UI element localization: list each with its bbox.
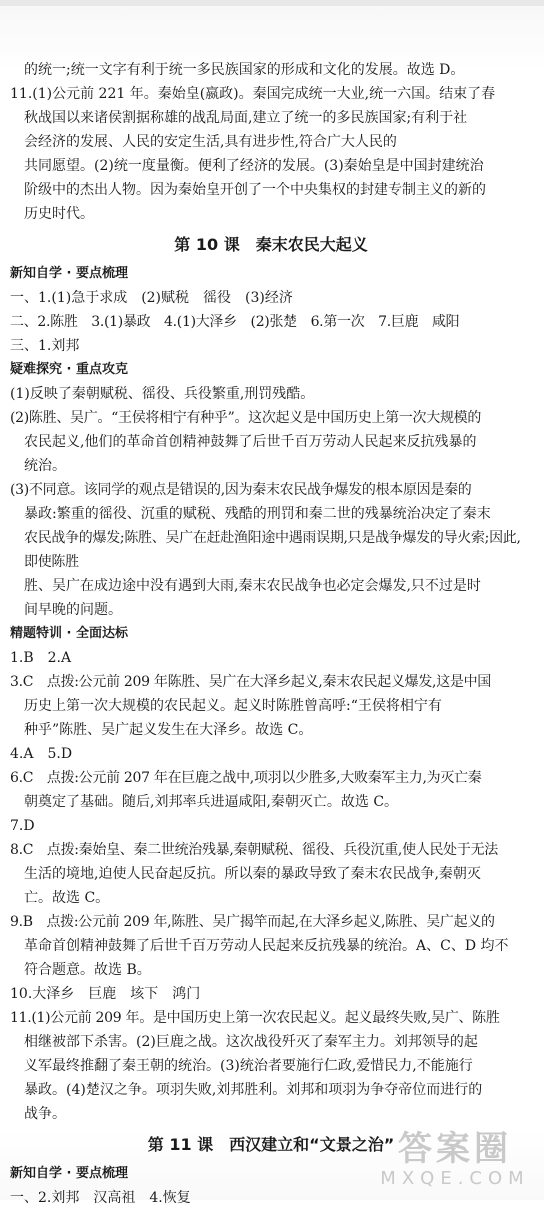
text-line: 间早晚的问题。 — [24, 602, 122, 618]
text-line: 统治。 — [24, 458, 66, 474]
text-line: 一、1.(1)急于求成 (2)赋税 徭役 (3)经济 — [10, 290, 293, 306]
section-heading: 新知自学 · 要点梳理 — [10, 1166, 128, 1181]
watermark-logo — [380, 1130, 530, 1192]
text-line: 历史时代。 — [24, 206, 94, 222]
text-line: 11.(1)公元前 209 年。是中国历史上第一次农民起义。起义最终失败,吴广、陈胜 — [10, 1010, 500, 1026]
text-line: 3.C 点拨:公元前 209 年陈胜、吴广在大泽乡起义,秦末农民起义爆发,这是中国 — [10, 674, 492, 690]
text-line: 符合题意。故选 B。 — [24, 962, 151, 978]
text-line: 秋战国以来诸侯割据称雄的战乱局面,建立了统一的多民族国家;有利于社 — [24, 110, 468, 126]
text-line: 朝奠定了基础。随后,刘邦率兵进逼咸阳,秦朝灭亡。故选 C。 — [24, 794, 399, 810]
text-line: 一、2.刘邦 汉高祖 4.恢复 — [10, 1190, 191, 1206]
text-line: 10.大泽乡 巨鹿 垓下 鸿门 — [10, 986, 201, 1002]
text-line: 8.C 点拨:秦始皇、秦二世统治残暴,秦朝赋税、徭役、兵役沉重,使人民处于无法 — [10, 842, 498, 858]
top-edge — [0, 0, 544, 6]
text-line: 的统一;统一文字有利于统一多民族国家的形成和文化的发展。故选 D。 — [24, 62, 465, 78]
text-line: 历史上第一次大规模的农民起义。起义时陈胜曾高呼:“王侯将相宁有 — [24, 698, 442, 714]
section-heading: 新知自学 · 要点梳理 — [10, 266, 128, 281]
text-line: 6.C 点拨:公元前 207 年在巨鹿之战中,项羽以少胜多,大败秦军主力,为灭亡秦 — [10, 770, 482, 786]
text-line: 会经济的发展、人民的安定生活,具有进步性,符合广大人民的 — [24, 134, 397, 150]
text-line: 1.B 2.A — [10, 650, 72, 666]
text-line: 亡。故选 C。 — [24, 890, 110, 906]
text-line: 战争。 — [24, 1106, 66, 1122]
text-line: 农民战争的爆发;陈胜、吴广在赶赴渔阳途中遇雨误期,只是战争爆发的导火索;因此,即使陈胜 — [24, 530, 521, 570]
text-line: 三、1.刘邦 — [10, 338, 80, 354]
text-line: 4.A 5.D — [10, 746, 73, 762]
text-line: (2)陈胜、吴广。“王侯将相宁有种乎”。这次起义是中国历史上第一次大规模的 — [10, 410, 482, 426]
text-line: 胜、吴广在成边途中没有遇到大雨,秦末农民战争也必定会爆发,只不过是时 — [24, 578, 481, 594]
text-line: 阶级中的杰出人物。因为秦始皇开创了一个中央集权的封建专制主义的新的 — [24, 182, 486, 198]
text-line: 11.(1)公元前 221 年。秦始皇(嬴政)。秦国完成统一大业,统一六国。结束了春 — [10, 86, 496, 102]
text-line: 生活的境地,迫使人民奋起反抗。所以秦的暴政导致了秦末农民战争,秦朝灭 — [24, 866, 481, 882]
text-line: 7.D — [10, 818, 35, 834]
text-line: 种乎”陈胜、吴广起义发生在大泽乡。故选 C。 — [24, 722, 313, 738]
text-line: 暴政:繁重的徭役、沉重的赋税、残酷的刑罚和秦二世的残暴统治决定了秦末 — [24, 506, 491, 522]
lesson-10-heading: 第 10 课 秦末农民大起义 — [174, 235, 368, 254]
section-heading: 精题特训 · 全面达标 — [10, 626, 128, 641]
text-line: 义军最终推翻了秦王朝的统治。(3)统治者要施行仁政,爱惜民力,不能施行 — [24, 1058, 473, 1074]
text-line: 二、2.陈胜 3.(1)暴政 4.(1)大泽乡 (2)张楚 6.第一次 7.巨鹿 咸阳 — [10, 314, 460, 330]
text-line: 9.B 点拨:公元前 209 年,陈胜、吴广揭竿而起,在大泽乡起义,陈胜、吴广起义的 — [10, 914, 495, 930]
text-line: 相继被部下杀害。(2)巨鹿之战。这次战役歼灭了秦军主力。刘邦领导的起 — [24, 1034, 478, 1050]
section-heading: 疑难探究 · 重点攻克 — [10, 362, 128, 377]
watermark-title: 答案圈 — [398, 1129, 512, 1169]
text-line: 农民起义,他们的革命首创精神鼓舞了后世千百万劳动人民起来反抗残暴的 — [24, 434, 477, 450]
lesson-11-heading: 第 11 课 西汉建立和“文景之治” — [147, 1135, 395, 1154]
watermark-url: MXQE.COM — [380, 1168, 530, 1189]
text-line: (1)反映了秦朝赋税、徭役、兵役繁重,刑罚残酷。 — [10, 386, 315, 402]
text-line: 革命首创精神鼓舞了后世千百万劳动人民起来反抗残暴的统治。A、C、D 均不 — [24, 938, 509, 954]
text-line: 共同愿望。(2)统一度量衡。便利了经济的发展。(3)秦始皇是中国封建统治 — [24, 158, 484, 174]
text-line: 暴政。(4)楚汉之争。项羽失败,刘邦胜利。刘邦和项羽为争夺帝位而进行的 — [24, 1082, 483, 1098]
text-line: (3)不同意。该同学的观点是错误的,因为秦末农民战争爆发的根本原因是秦的 — [10, 482, 472, 498]
